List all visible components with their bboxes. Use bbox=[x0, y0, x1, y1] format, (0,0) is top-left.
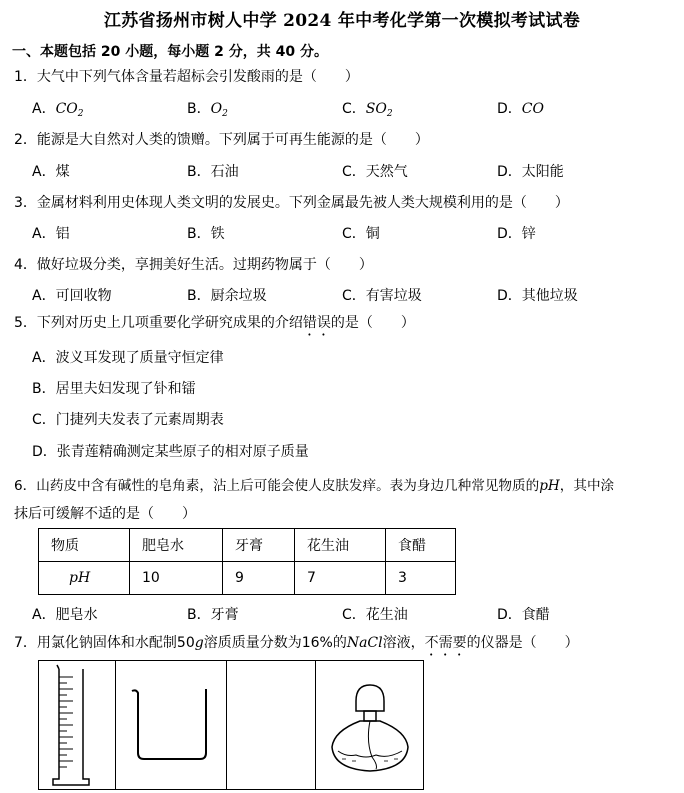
question-1-stem: 1．大气中下列气体含量若超标会引发酸雨的是（ ） bbox=[14, 69, 359, 85]
question-3-stem: 3．金属材料利用史体现人类文明的发展史。下列金属最先被人类大规模利用的是（ ） bbox=[14, 195, 569, 211]
table-header-row bbox=[39, 529, 456, 562]
table-cell: 7 bbox=[295, 562, 386, 595]
question-3-option-c: C．铜 bbox=[342, 226, 380, 242]
emphasis-text: 不需要 bbox=[424, 635, 467, 651]
question-4-option-a: A．可回收物 bbox=[32, 288, 112, 304]
question-3-option-d: D．锌 bbox=[497, 226, 536, 242]
table-cell: 9 bbox=[223, 562, 295, 595]
page-title: 江苏省扬州市树人中学 2024 年中考化学第一次模拟考试试卷 bbox=[103, 11, 581, 31]
table-cell: 肥皂水 bbox=[130, 529, 223, 562]
table-cell: 物质 bbox=[39, 529, 130, 562]
instrument-images-table bbox=[38, 660, 424, 790]
question-2-option-d: D．太阳能 bbox=[497, 164, 564, 180]
question-2-option-b: B．石油 bbox=[187, 164, 239, 180]
question-6-stem-line-1: 6．山药皮中含有碱性的皂角素，沾上后可能会使人皮肤发痒。表为身边几种常见物质的pH，其中涂 bbox=[14, 478, 615, 494]
question-1-option-c: C．$SO_2$ bbox=[342, 101, 393, 119]
question-5-option-a: A．波义耳发现了质量守恒定律 bbox=[32, 350, 224, 366]
question-5-stem: 5．下列对历史上几项重要化学研究成果的介绍错误的是（ ） bbox=[14, 315, 415, 331]
graduated-cylinder-image bbox=[39, 661, 116, 789]
section-heading: 一、本题包括 20 小题，每小题 2 分，共 40 分。 bbox=[12, 44, 328, 60]
question-4-option-c: C．有害垃圾 bbox=[342, 288, 422, 304]
question-6-stem-line-2: 抹后可缓解不适的是（ ） bbox=[14, 506, 196, 522]
question-1-option-d: D．CO bbox=[497, 101, 544, 117]
empty-cell bbox=[227, 661, 316, 789]
question-3-option-b: B．铁 bbox=[187, 226, 225, 242]
question-1-option-a: A．$CO_2$ bbox=[32, 101, 84, 119]
table-cell: 10 bbox=[130, 562, 223, 595]
table-cell: pH bbox=[39, 562, 130, 595]
question-1-option-b: B．$O_2$ bbox=[187, 101, 228, 119]
alcohol-lamp-image bbox=[316, 661, 423, 789]
question-2-stem: 2．能源是大自然对人类的馈赠。下列属于可再生能源的是（ ） bbox=[14, 132, 429, 148]
question-5-option-d: D．张青莲精确测定某些原子的相对原子质量 bbox=[32, 444, 309, 460]
question-7-stem: 7．用氯化钠固体和水配制50g溶质质量分数为16%的NaCl溶液，不需要的仪器是（ ） bbox=[14, 635, 579, 651]
ph-table bbox=[38, 528, 456, 595]
question-3-option-a: A．铝 bbox=[32, 226, 70, 242]
beaker-image bbox=[116, 661, 227, 789]
question-4-option-b: B．厨余垃圾 bbox=[187, 288, 267, 304]
question-5-option-b: B．居里夫妇发现了钋和镭 bbox=[32, 381, 196, 397]
table-row bbox=[39, 562, 456, 595]
table-cell: 3 bbox=[386, 562, 456, 595]
question-6-option-d: D．食醋 bbox=[497, 607, 550, 623]
table-cell: 牙膏 bbox=[223, 529, 295, 562]
question-4-stem: 4．做好垃圾分类，享拥美好生活。过期药物属于（ ） bbox=[14, 257, 373, 273]
question-5-option-c: C．门捷列夫发表了元素周期表 bbox=[32, 412, 224, 428]
table-cell: 花生油 bbox=[295, 529, 386, 562]
question-2-option-a: A．煤 bbox=[32, 164, 70, 180]
table-cell: 食醋 bbox=[386, 529, 456, 562]
question-6-option-a: A．肥皂水 bbox=[32, 607, 98, 623]
question-4-option-d: D．其他垃圾 bbox=[497, 288, 578, 304]
question-6-option-b: B．牙膏 bbox=[187, 607, 239, 623]
question-2-option-c: C．天然气 bbox=[342, 164, 408, 180]
question-6-option-c: C．花生油 bbox=[342, 607, 408, 623]
emphasis-text: 错误 bbox=[302, 315, 331, 331]
